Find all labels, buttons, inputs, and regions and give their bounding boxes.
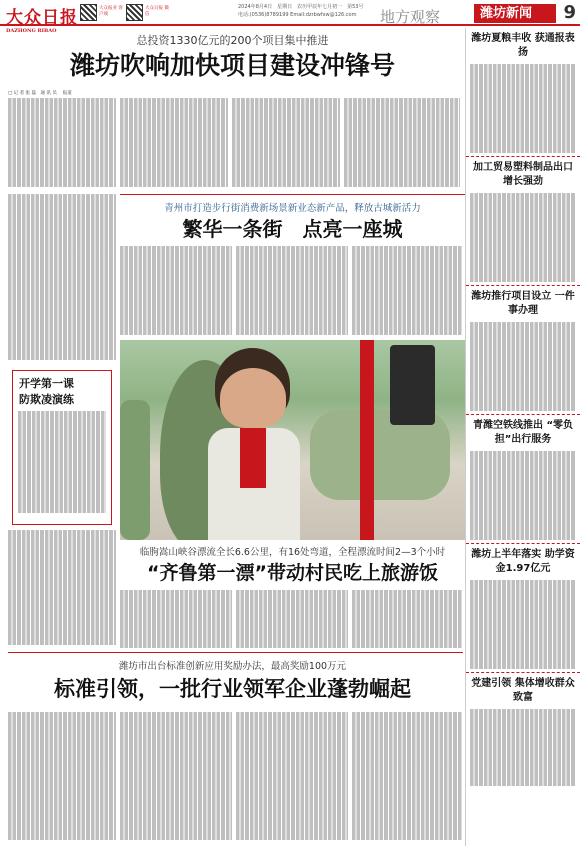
story4-col-2 (120, 712, 232, 842)
sidebar (465, 28, 580, 846)
story3-col-left (8, 530, 116, 648)
story2-col-3 (352, 246, 462, 336)
qr-caption-1: 大众报业 客户端 (99, 6, 123, 17)
story2-kicker: 青州市打造步行街消费新场景新业态新产品，释放古城新活力 (164, 203, 421, 214)
section-divider (120, 194, 465, 195)
sidebar-item[interactable] (466, 286, 580, 414)
logo-subtitle: DAZHONG RIBAO (6, 28, 57, 34)
sidebar-headline[interactable]: 青潍空铁线推出 “零负担”出行服务 (472, 420, 574, 445)
sidebar-item[interactable] (466, 544, 580, 672)
lead-continued-col (8, 194, 116, 366)
sidebar-headline[interactable]: 潍坊夏粮丰收 获通报表扬 (471, 33, 575, 58)
news-photo[interactable] (120, 340, 465, 540)
story4-col-1 (8, 712, 116, 842)
masthead (0, 0, 580, 34)
story3-headline[interactable]: “齐鲁第一漂”带动村民吃上旅游饭 (147, 562, 438, 584)
lead-col-4 (344, 98, 460, 188)
lead-headline[interactable]: 潍坊吹响加快项目建设冲锋号 (69, 51, 395, 80)
sidebar-item[interactable] (466, 28, 580, 156)
story3-col-1 (120, 590, 232, 648)
lead-kicker: 总投资1330亿元的200个项目集中推进 (136, 34, 329, 47)
story4-col-3 (236, 712, 348, 842)
qr-code-icon[interactable] (80, 4, 97, 21)
section-name: 地方观察 (379, 8, 440, 26)
column-tag: 潍坊新闻 (474, 4, 556, 23)
story3-col-3 (352, 590, 462, 648)
qr-caption-2: 大众日报 微信 (145, 6, 169, 17)
story4-headline[interactable]: 标准引领，一批行业领军企业蓬勃崛起 (54, 677, 411, 701)
contact-info: 电话:(0536)8789199 Email:dzrbwfxw@126.com (238, 12, 357, 18)
story3-col-2 (236, 590, 348, 648)
story2-col-2 (236, 246, 348, 336)
boxed-brief (12, 370, 112, 525)
page-number: 9 (563, 2, 576, 23)
lead-byline: □ 记 者 张 磊 通 讯 员 报道 (8, 91, 72, 96)
sidebar-item[interactable] (466, 157, 580, 285)
lead-col-1 (8, 98, 116, 188)
lead-col-2 (120, 98, 228, 188)
qr-code-icon[interactable] (126, 4, 143, 21)
brief-body (13, 409, 111, 519)
brief-title-2: 防欺凌演练 (19, 393, 74, 406)
sidebar-headline[interactable]: 加工贸易塑料制品出口 增长强劲 (473, 162, 573, 187)
lead-col-3 (232, 98, 340, 188)
sidebar-headline[interactable]: 党建引领 集体增收群众致富 (471, 678, 575, 703)
story2-col-1 (120, 246, 232, 336)
sidebar-headline[interactable]: 潍坊推行项目设立 一件事办理 (471, 291, 575, 316)
story2-headline[interactable]: 繁华一条街 点亮一座城 (182, 217, 403, 241)
section-divider (8, 652, 463, 653)
story4-kicker: 潍坊市出台标准创新应用奖励办法，最高奖励100万元 (118, 661, 347, 672)
sidebar-item[interactable] (466, 415, 580, 543)
story4-col-4 (352, 712, 462, 842)
newspaper-logo: 大众日报 DAZHONG RIBAO (6, 8, 78, 34)
story3-kicker: 临朐嵩山峡谷漂流全长6.6公里，有16处弯道，全程漂流时间2—3个小时 (139, 547, 446, 558)
issue-date: 2024年8月4日 星期日 农历甲辰年七月初一 第53号 (238, 4, 364, 10)
sidebar-headline[interactable]: 潍坊上半年落实 助学资金1.97亿元 (471, 549, 575, 574)
sidebar-item[interactable] (466, 673, 580, 789)
brief-title-1: 开学第一课 (19, 377, 74, 390)
